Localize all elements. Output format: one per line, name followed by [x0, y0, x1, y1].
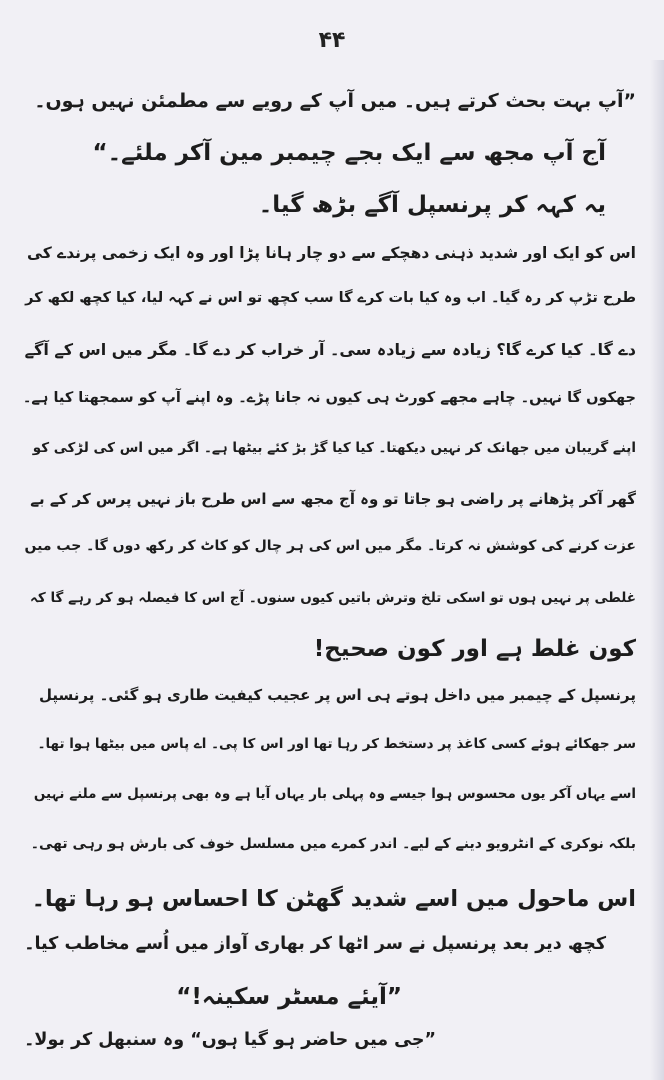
text-line: سر جھکائے ہوئے کسی کاغذ پر دستخط کر رہا تھا اور اس کا پی۔ اے پاس میں بیٹھا ہوا تھا۔: [37, 736, 636, 752]
text-line: یہ کہہ کر پرنسپل آگے بڑھ گیا۔: [258, 192, 606, 218]
text-line: بلکہ نوکری کے انٹرویو دینے کے لیے۔ اندر کمرے میں مسلسل خوف کی بارش ہو رہی تھی۔: [30, 836, 636, 852]
text-line: ”آپ بہت بحث کرتے ہیں۔ میں آپ کے رویے سے مطمئن نہیں ہوں۔: [34, 90, 636, 112]
text-line: ”جی میں حاضر ہو گیا ہوں“ وہ سنبھل کر بولا۔: [24, 1030, 436, 1050]
text-line: اپنے گریبان میں جھانک کر نہیں دیکھتا۔ کیا کیا گڑ بڑ کئے بیٹھا ہے۔ اگر میں اس کی لڑکی کو: [32, 440, 636, 456]
text-line: دے گا۔ کیا کرے گا؟ زیادہ سے زیادہ سی۔ آر خراب کر دے گا۔ مگر میں اس کے آگے: [24, 340, 636, 359]
text-line: گھر آکر پڑھانے پر راضی ہو جاتا تو وہ آج مجھ سے اس طرح باز نہیں پرس کر کے بے: [30, 490, 636, 508]
page-edge-shadow: [650, 60, 664, 1080]
text-line: عزت کرنے کی کوشش نہ کرتا۔ مگر میں اس کی ہر چال کو کاٹ کر رکھ دوں گا۔ جب میں: [24, 538, 636, 554]
text-line: پرنسپل کے چیمبر میں داخل ہوتے ہی اس پر عجیب کیفیت طاری ہو گئی۔ پرنسپل: [39, 686, 636, 704]
text-line: ”آیئے مسٹر سکینہ!“: [176, 984, 402, 1010]
text-line: کون غلط ہے اور کون صحیح!: [313, 636, 636, 662]
text-line: غلطی پر نہیں ہوں تو اسکی تلخ وترش باتیں کیوں سنوں۔ آج اس کا فیصلہ ہو کر رہے گا کہ: [30, 590, 636, 606]
text-line: طرح تڑپ کر رہ گیا۔ اب وہ کیا بات کرے گا سب کچھ تو اس نے کہہ لیا، کیا کچھ لکھ کر: [25, 290, 636, 306]
text-line: اس ماحول میں اسے شدید گھٹن کا احساس ہو رہا تھا۔: [31, 886, 636, 912]
text-line: کچھ دیر بعد پرنسپل نے سر اٹھا کر بھاری آواز میں اُسے مخاطب کیا۔: [24, 934, 606, 954]
page-number: ۴۴: [318, 28, 346, 53]
text-line: جھکوں گا نہیں۔ چاہے مجھے کورٹ ہی کیوں نہ جانا پڑے۔ وہ اپنے آپ کو سمجھتا کیا ہے۔: [22, 390, 636, 406]
text-line: اس کو ایک اور شدید ذہنی دھچکے سے دو چار ہانا پڑا اور وہ ایک زخمی پرندے کی: [27, 244, 636, 262]
text-line: اسے یہاں آکر یوں محسوس ہوا جیسے وہ پہلی بار یہاں آیا ہے وہ بھی پرنسپل سے ملنے نہیں: [33, 786, 636, 802]
text-line: آج آپ مجھ سے ایک بجے چیمبر مین آکر ملئے۔“: [92, 140, 606, 166]
